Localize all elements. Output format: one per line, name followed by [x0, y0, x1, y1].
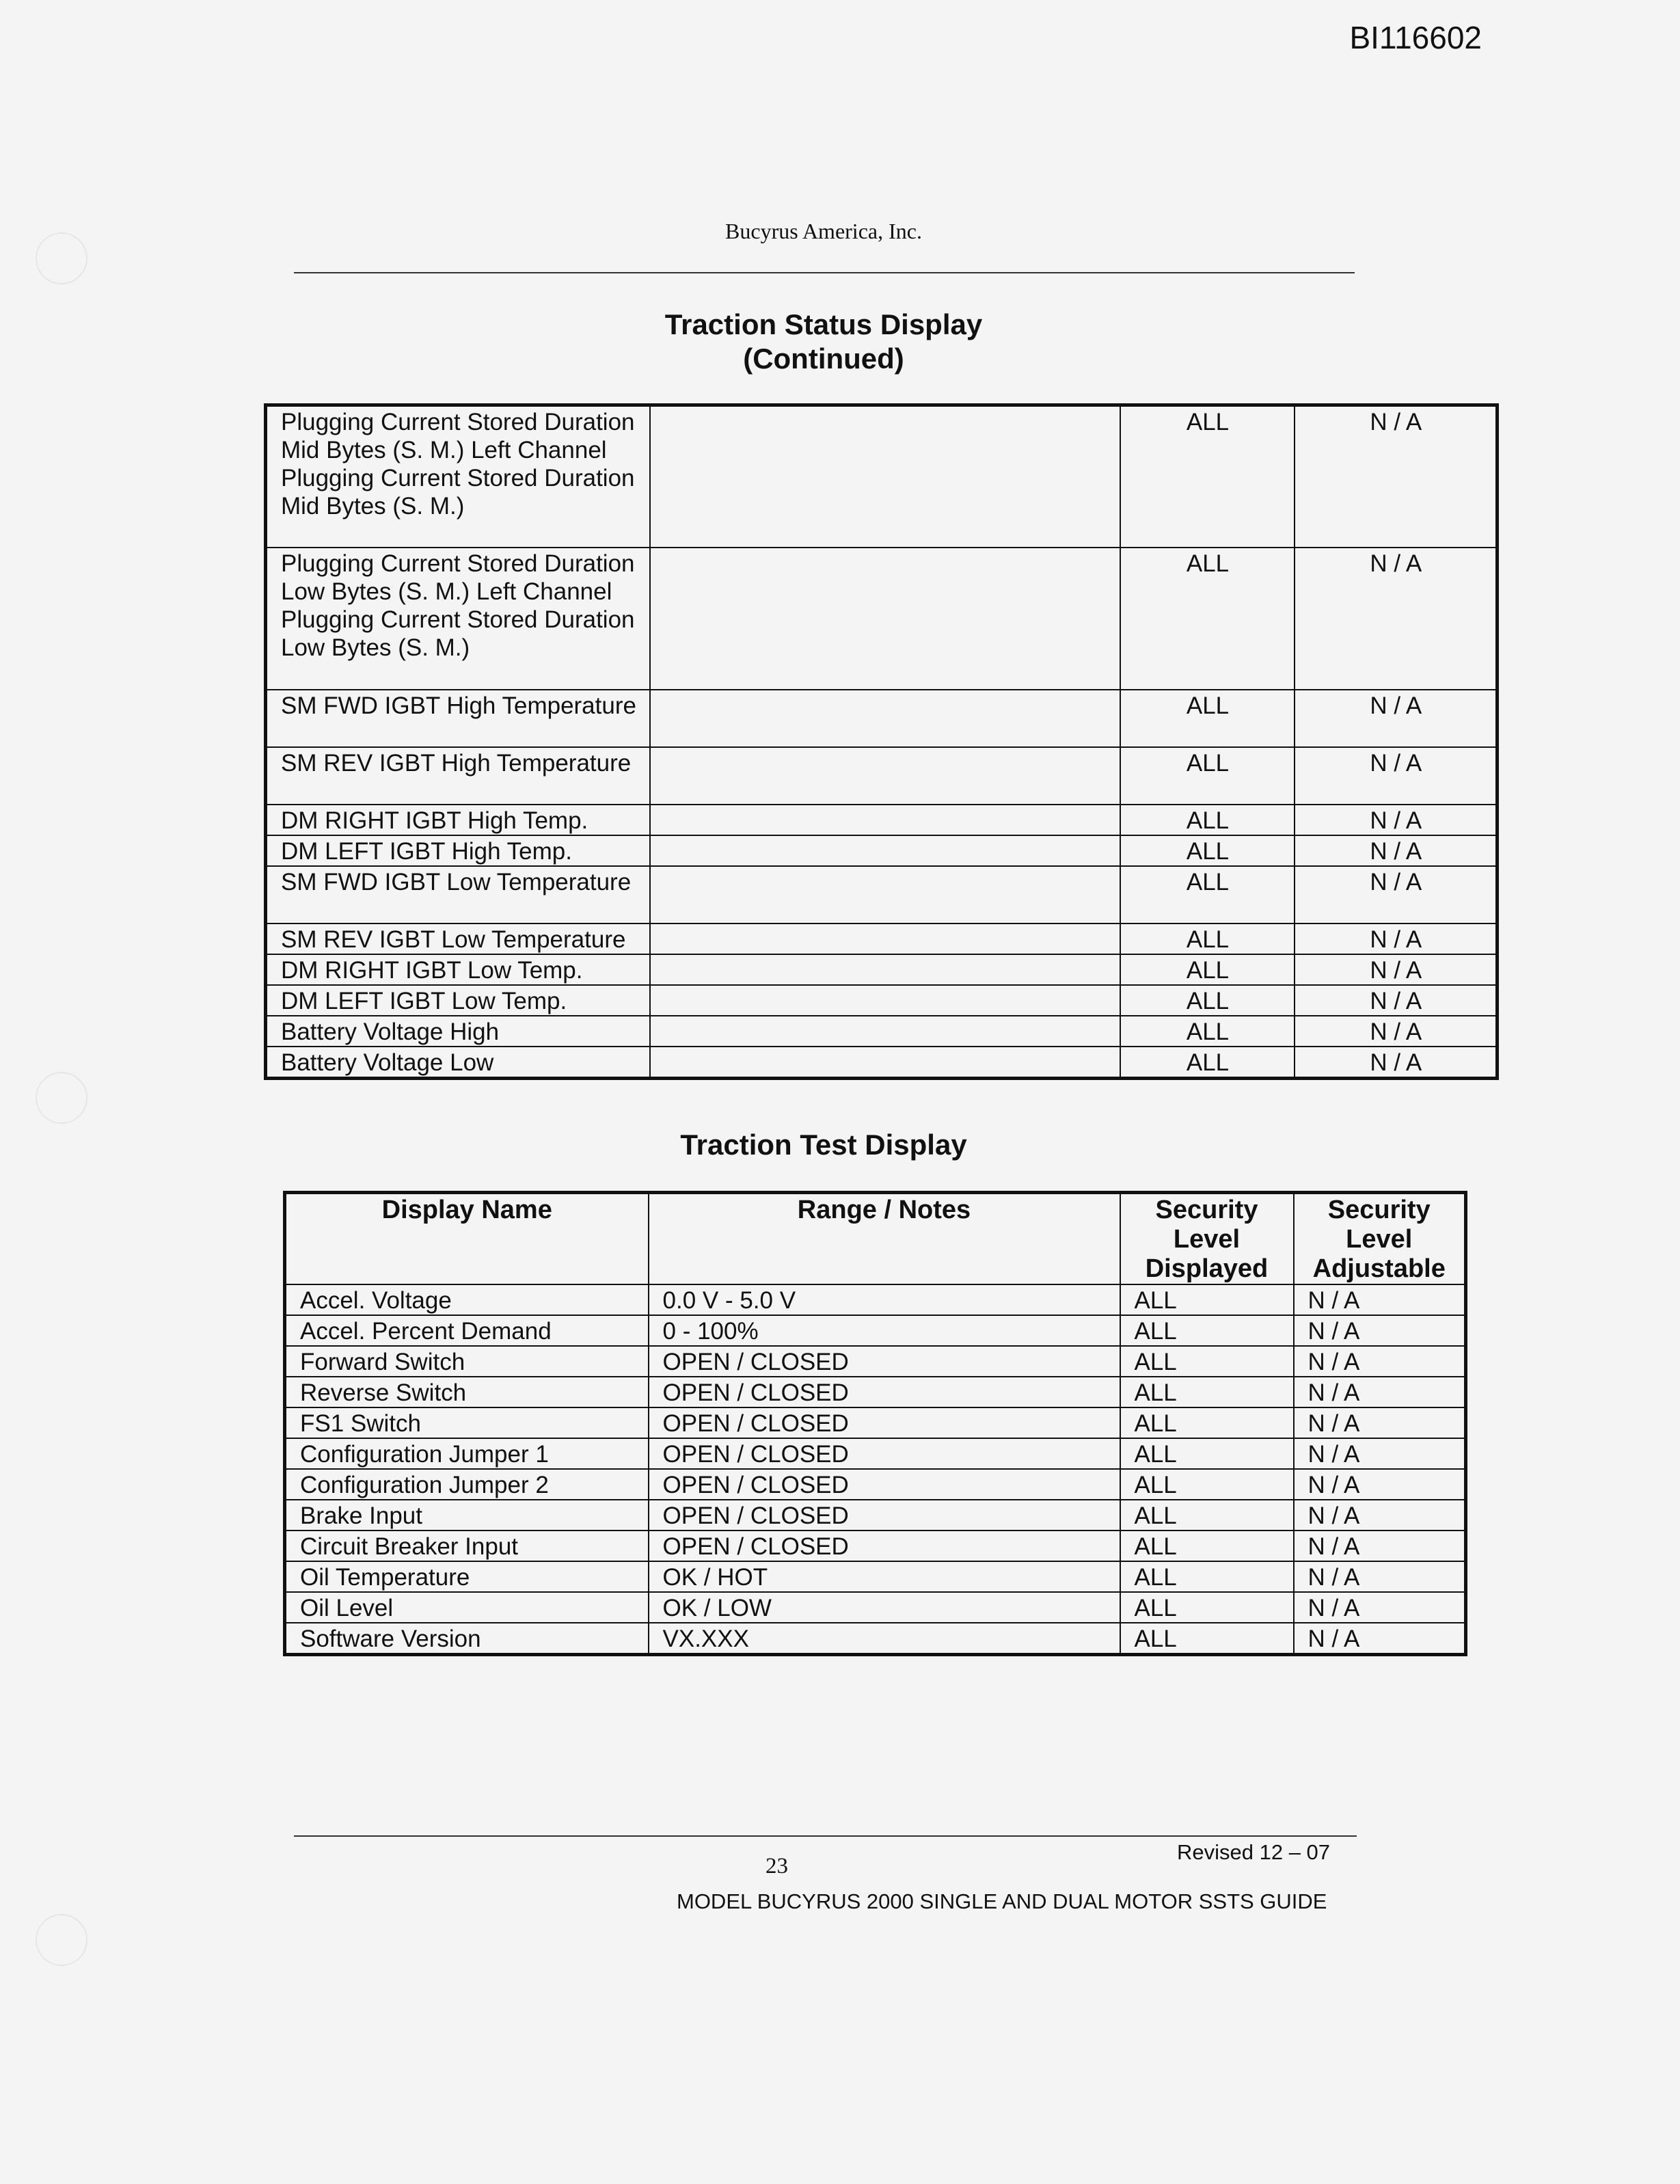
row-security-displayed: ALL — [1120, 1284, 1294, 1315]
row-display-name: DM LEFT IGBT Low Temp. — [266, 985, 650, 1016]
table-row — [266, 985, 1498, 1016]
row-security-adjustable: N / A — [1295, 405, 1498, 548]
row-security-adjustable: N / A — [1295, 866, 1498, 924]
row-security-displayed: ALL — [1120, 690, 1295, 747]
table-row — [285, 1561, 1466, 1592]
column-header-security-displayed: Security Level Displayed — [1120, 1193, 1294, 1285]
row-display-name: SM FWD IGBT Low Temperature — [266, 866, 650, 924]
row-range-notes: 0.0 V - 5.0 V — [649, 1284, 1120, 1315]
row-display-name: Circuit Breaker Input — [285, 1531, 649, 1561]
table-row — [285, 1407, 1466, 1438]
row-range-notes: OK / LOW — [649, 1592, 1120, 1623]
row-range-notes: OK / HOT — [649, 1561, 1120, 1592]
row-security-displayed: ALL — [1120, 1016, 1295, 1047]
table-row — [285, 1623, 1466, 1655]
row-security-displayed: ALL — [1120, 548, 1295, 690]
binder-hole-bottom — [36, 1914, 87, 1966]
row-security-adjustable: N / A — [1294, 1500, 1466, 1531]
row-display-name: SM REV IGBT Low Temperature — [266, 924, 650, 954]
table-row — [266, 1047, 1498, 1079]
row-security-displayed: ALL — [1120, 1500, 1294, 1531]
row-security-adjustable: N / A — [1294, 1315, 1466, 1346]
row-security-displayed: ALL — [1120, 1047, 1295, 1079]
row-display-name: Accel. Voltage — [285, 1284, 649, 1315]
footer-rule — [294, 1835, 1357, 1837]
row-security-adjustable: N / A — [1295, 954, 1498, 985]
row-range-notes: OPEN / CLOSED — [649, 1531, 1120, 1561]
row-security-displayed: ALL — [1120, 866, 1295, 924]
binder-hole-middle — [36, 1072, 87, 1124]
row-security-displayed: ALL — [1120, 985, 1295, 1016]
row-security-adjustable: N / A — [1294, 1531, 1466, 1561]
row-security-adjustable: N / A — [1294, 1438, 1466, 1469]
row-security-displayed: ALL — [1120, 1531, 1294, 1561]
row-security-displayed: ALL — [1120, 1561, 1294, 1592]
row-display-name: Oil Temperature — [285, 1561, 649, 1592]
row-security-adjustable: N / A — [1295, 835, 1498, 866]
row-security-adjustable: N / A — [1294, 1469, 1466, 1500]
table-row — [266, 866, 1498, 924]
row-security-displayed: ALL — [1120, 747, 1295, 805]
row-display-name: Reverse Switch — [285, 1377, 649, 1407]
row-security-displayed: ALL — [1120, 1469, 1294, 1500]
row-security-displayed: ALL — [1120, 924, 1295, 954]
row-security-adjustable: N / A — [1295, 805, 1498, 835]
row-range-notes — [650, 866, 1120, 924]
row-security-displayed: ALL — [1120, 1315, 1294, 1346]
row-display-name: Configuration Jumper 1 — [285, 1438, 649, 1469]
row-range-notes — [650, 954, 1120, 985]
table-row — [285, 1531, 1466, 1561]
header-rule — [294, 272, 1355, 273]
row-range-notes — [650, 835, 1120, 866]
row-security-displayed: ALL — [1120, 405, 1295, 548]
table-row — [266, 924, 1498, 954]
table-row — [266, 835, 1498, 866]
row-security-displayed: ALL — [1120, 1592, 1294, 1623]
row-range-notes — [650, 405, 1120, 548]
revision-date: Revised 12 – 07 — [1177, 1840, 1331, 1864]
row-display-name: Configuration Jumper 2 — [285, 1469, 649, 1500]
table-row — [285, 1377, 1466, 1407]
row-security-displayed: ALL — [1120, 1377, 1294, 1407]
table-row — [285, 1284, 1466, 1315]
row-security-displayed: ALL — [1120, 954, 1295, 985]
row-display-name: Oil Level — [285, 1592, 649, 1623]
table-row — [266, 954, 1498, 985]
row-display-name: DM RIGHT IGBT High Temp. — [266, 805, 650, 835]
row-security-adjustable: N / A — [1294, 1284, 1466, 1315]
table-row — [266, 1016, 1498, 1047]
test-table-header-row — [285, 1193, 1466, 1285]
row-security-adjustable: N / A — [1294, 1346, 1466, 1377]
table-row — [285, 1315, 1466, 1346]
row-display-name: Battery Voltage High — [266, 1016, 650, 1047]
row-range-notes: 0 - 100% — [649, 1315, 1120, 1346]
row-range-notes — [650, 985, 1120, 1016]
column-header-display-name: Display Name — [285, 1193, 649, 1285]
row-security-adjustable: N / A — [1294, 1561, 1466, 1592]
row-range-notes — [650, 548, 1120, 690]
table-row — [285, 1500, 1466, 1531]
row-range-notes: OPEN / CLOSED — [649, 1438, 1120, 1469]
row-security-adjustable: N / A — [1295, 1047, 1498, 1079]
row-security-adjustable: N / A — [1294, 1407, 1466, 1438]
row-range-notes: OPEN / CLOSED — [649, 1407, 1120, 1438]
table-row — [285, 1592, 1466, 1623]
row-display-name: FS1 Switch — [285, 1407, 649, 1438]
row-display-name: Forward Switch — [285, 1346, 649, 1377]
status-section-title — [0, 308, 1647, 376]
row-security-displayed: ALL — [1120, 1623, 1294, 1655]
row-range-notes: OPEN / CLOSED — [649, 1346, 1120, 1377]
row-display-name: Plugging Current Stored Duration Mid Bytes (S. M.) Left Channel Plugging Current Stored Duration Mid Bytes (S. M.) — [266, 405, 650, 548]
table-row — [285, 1469, 1466, 1500]
row-security-displayed: ALL — [1120, 805, 1295, 835]
row-range-notes: OPEN / CLOSED — [649, 1469, 1120, 1500]
table-row — [266, 747, 1498, 805]
row-range-notes — [650, 747, 1120, 805]
table-row — [266, 690, 1498, 747]
row-range-notes: OPEN / CLOSED — [649, 1500, 1120, 1531]
row-range-notes: VX.XXX — [649, 1623, 1120, 1655]
company-name: Bucyrus America, Inc. — [725, 219, 922, 243]
row-display-name: Software Version — [285, 1623, 649, 1655]
row-security-adjustable: N / A — [1295, 690, 1498, 747]
row-range-notes — [650, 805, 1120, 835]
column-header-security-adjustable: Security Level Adjustable — [1294, 1193, 1466, 1285]
row-display-name: Accel. Percent Demand — [285, 1315, 649, 1346]
test-section-title: Traction Test Display — [680, 1129, 967, 1161]
row-security-adjustable: N / A — [1294, 1377, 1466, 1407]
row-security-displayed: ALL — [1120, 1438, 1294, 1469]
row-security-displayed: ALL — [1120, 1346, 1294, 1377]
row-display-name: DM RIGHT IGBT Low Temp. — [266, 954, 650, 985]
row-range-notes — [650, 1047, 1120, 1079]
row-security-displayed: ALL — [1120, 835, 1295, 866]
row-display-name: Battery Voltage Low — [266, 1047, 650, 1079]
row-display-name: Brake Input — [285, 1500, 649, 1531]
table-row — [285, 1346, 1466, 1377]
row-display-name: DM LEFT IGBT High Temp. — [266, 835, 650, 866]
row-range-notes — [650, 1016, 1120, 1047]
row-display-name: SM REV IGBT High Temperature — [266, 747, 650, 805]
guide-title: MODEL BUCYRUS 2000 SINGLE AND DUAL MOTOR SSTS GUIDE — [677, 1889, 1327, 1913]
row-security-adjustable: N / A — [1295, 548, 1498, 690]
row-security-displayed: ALL — [1120, 1407, 1294, 1438]
row-security-adjustable: N / A — [1295, 747, 1498, 805]
row-security-adjustable: N / A — [1294, 1623, 1466, 1655]
test-table-body — [285, 1284, 1466, 1655]
row-display-name: Plugging Current Stored Duration Low Bytes (S. M.) Left Channel Plugging Current Stored Duration Low Bytes (S. M.) — [266, 548, 650, 690]
document-id: BI116602 — [1349, 20, 1482, 55]
page-number: 23 — [766, 1854, 788, 1878]
row-range-notes — [650, 924, 1120, 954]
status-title-line1: Traction Status Display — [664, 308, 983, 340]
table-row — [285, 1438, 1466, 1469]
table-row — [266, 405, 1498, 548]
traction-test-table — [283, 1191, 1467, 1656]
status-title-line2: (Continued) — [743, 342, 904, 375]
table-row — [266, 548, 1498, 690]
row-security-adjustable: N / A — [1295, 985, 1498, 1016]
row-security-adjustable: N / A — [1295, 924, 1498, 954]
traction-status-table — [264, 403, 1499, 1080]
row-range-notes: OPEN / CLOSED — [649, 1377, 1120, 1407]
status-table-body — [266, 405, 1498, 1079]
row-range-notes — [650, 690, 1120, 747]
row-display-name: SM FWD IGBT High Temperature — [266, 690, 650, 747]
row-security-adjustable: N / A — [1294, 1592, 1466, 1623]
column-header-range-notes: Range / Notes — [649, 1193, 1120, 1285]
table-row — [266, 805, 1498, 835]
row-security-adjustable: N / A — [1295, 1016, 1498, 1047]
